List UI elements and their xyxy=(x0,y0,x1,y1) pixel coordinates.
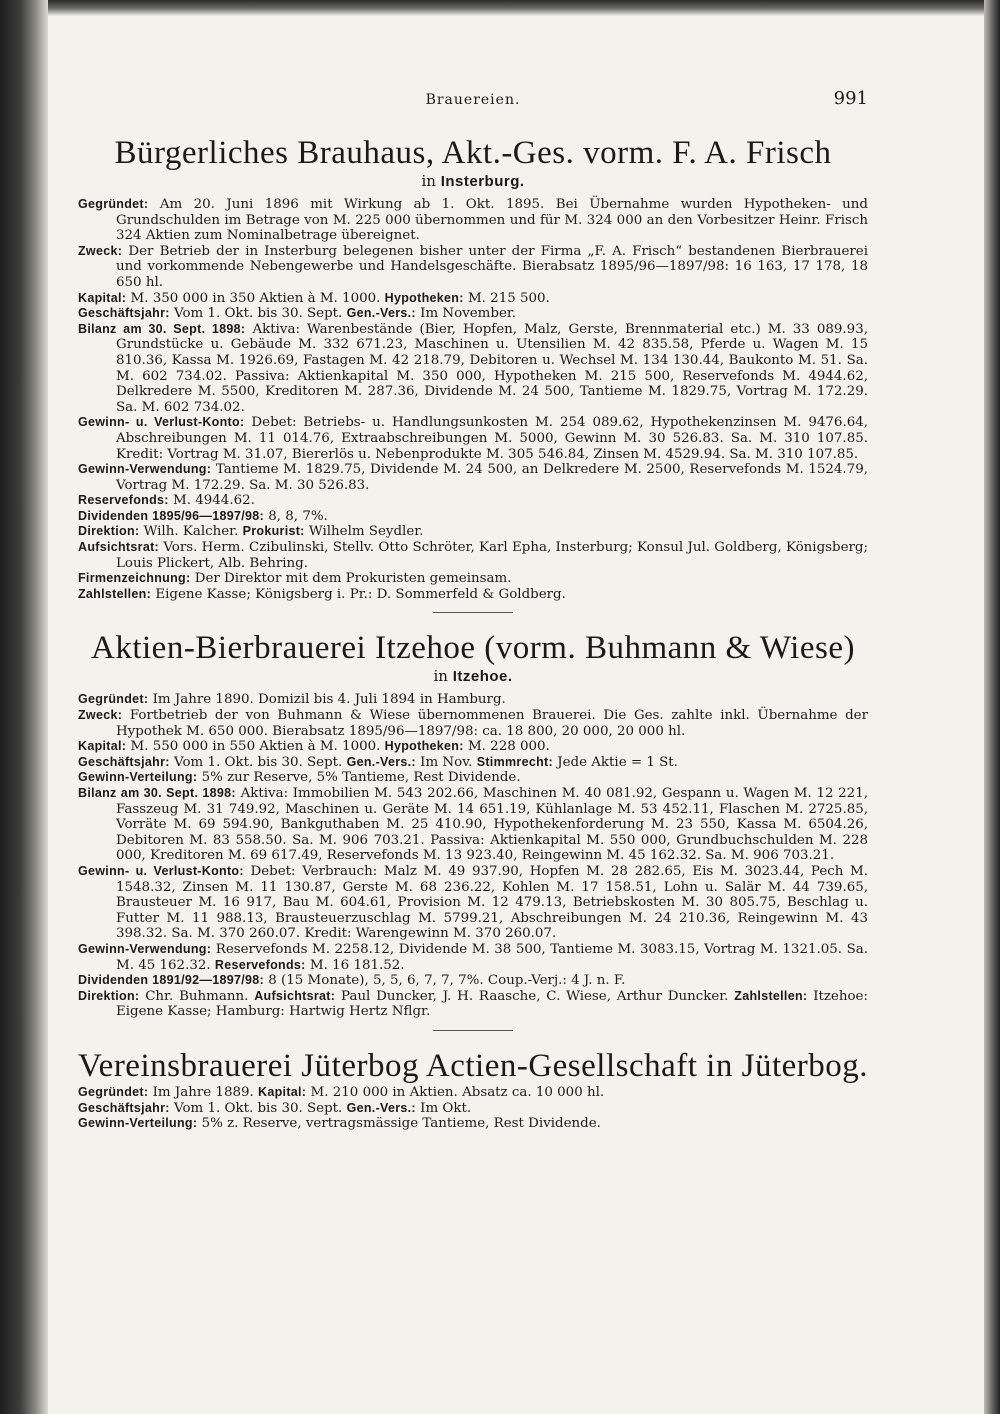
entry-label: Gegründet: xyxy=(78,692,149,707)
company-title: Vereinsbrauerei Jüterbog Actien-Gesellschaft in Jüterbog. xyxy=(78,1047,868,1084)
page-content xyxy=(78,86,868,1132)
entry-text: Der Betrieb der in Insterburg belegenen bisher unter der Firma „F. A. Frisch“ bestandenen Bierbrauerei und vorkommende Nebengewerbe und Handelsgeschäfte. Bierabsatz 1895/96—1897/98: 16 163, 17 178, 18 650 hl. xyxy=(116,243,868,290)
entry-text: Vom 1. Okt. bis 30. Sept. xyxy=(174,754,343,770)
entry-text: 5% zur Reserve, 5% Tantieme, Rest Dividende. xyxy=(201,770,521,786)
entry-inline-label: Zahlstellen: xyxy=(734,988,808,1003)
entry xyxy=(78,462,868,493)
company-section xyxy=(78,134,868,602)
entry-inline-label: Gen.-Vers.: xyxy=(346,306,416,321)
book-gutter xyxy=(0,0,48,1414)
entry xyxy=(78,770,868,786)
entry xyxy=(78,197,868,244)
entry-text: 5% z. Reserve, vertragsmässige Tantieme, Rest Dividende. xyxy=(201,1116,601,1132)
page-top-edge xyxy=(0,0,1000,16)
entry-text: M. 350 000 in 350 Aktien à M. 1000. xyxy=(130,290,381,306)
entry xyxy=(78,692,868,708)
entry-label: Bilanz am 30. Sept. 1898: xyxy=(78,786,236,800)
entry-label: Gegründet: xyxy=(78,197,149,211)
entry-label: Dividenden 1895/96—1897/98: xyxy=(78,508,264,523)
location-name: Insterburg. xyxy=(440,173,525,190)
entry-inline-text: Im Okt. xyxy=(420,1100,472,1116)
company-title: Bürgerliches Brauhaus, Akt.-Ges. vorm. F. A. Frisch xyxy=(114,135,832,171)
entry-inline-label: Hypotheken: xyxy=(384,290,464,305)
entry-label: Kapital: xyxy=(78,290,127,305)
entry-text: 8, 8, 7%. xyxy=(268,508,328,524)
entry-label: Gewinn- u. Verlust-Konto: xyxy=(78,415,245,430)
entry-text: Reservefonds M. 2258.12, Dividende M. 38 500, Tantieme M. 3083.15, Vortrag M. 1321.05. Sa. M. 45 162.32. xyxy=(116,941,868,973)
entry-inline-label: Gen.-Vers.: xyxy=(346,754,416,769)
company-section xyxy=(78,1047,868,1132)
entry-label: Gewinn-Verteilung: xyxy=(78,1116,198,1131)
page-right-edge xyxy=(984,0,1000,1414)
entry-inline-text: M. 210 000 in Aktien. Absatz ca. 10 000 hl. xyxy=(310,1084,605,1100)
entry-text: Debet: Betriebs- u. Handlungsunkosten M. 254 089.62, Hypothekenzinsen M. 9476.64, Abschreibungen M. 11 014.76, Extraabschreibungen M. 5000, Gewinn M. 30 526.83. Sa. M. 310 107.85. Kredit: Vortrag M. 31.07, Biererlös u. Nebenprodukte M. 305 546.84, Zinsen M. 4529.94. Sa. M. 310 107.85. xyxy=(116,415,869,462)
entry-text: Aktiva: Warenbestände (Bier, Hopfen, Malz, Gerste, Brennmaterial etc.) M. 33 089.93, Grundstücke u. Gebäude M. 332 671.23, Maschinen u. Utensilien M. 42 835.58, Pferde u. Wagen M. 15 810.36, Kassa M. 1926.69, Fastagen M. 42 218.79, Debitoren u. Wechsel M. 134 130.44, Baukonto M. 51. Sa. M. 602 734.02. Passiva: Aktienkapital M. 350 000, Hypotheken M. 215 500, Reservefonds M. 4944.62, Delkredere M. 5500, Kreditoren M. 287.36, Dividende M. 24 500, Tantieme M. 1829.75, Vortrag M. 172.29. Sa. M. 602 734.02. xyxy=(116,321,868,415)
entry-inline-text: M. 228 000. xyxy=(467,739,550,755)
entry-inline-label: Prokurist: xyxy=(242,524,305,539)
entry-label: Zweck: xyxy=(78,243,123,258)
entry-label: Gewinn- u. Verlust-Konto: xyxy=(78,863,244,878)
entry-label: Geschäftsjahr: xyxy=(78,306,170,321)
entry-inline-text: Itzehoe: Eigene Kasse; Hamburg: Hartwig Hertz Nflgr. xyxy=(116,988,868,1020)
entry xyxy=(78,708,868,739)
entry-label: Kapital: xyxy=(78,739,127,754)
entry-label: Direktion: xyxy=(78,988,140,1003)
entry-label: Gewinn-Verwendung: xyxy=(78,462,212,477)
entry xyxy=(78,306,868,322)
entry-text: M. 4944.62. xyxy=(173,493,255,509)
entry-inline-label: Gen.-Vers.: xyxy=(346,1100,416,1115)
page-number: 991 xyxy=(833,88,868,109)
entry-text: Am 20. Juni 1896 mit Wirkung ab 1. Okt. 1895. Bei Übernahme wurden Hypotheken- und Grundschulden im Betrage von M. 225 000 übernommen und für M. 324 000 an den Vorbesitzer Heinr. Frisch 324 Aktien zum Nominalbetrage übereignet. xyxy=(116,197,869,244)
entry-inline-text: Paul Duncker, J. H. Raasche, C. Wiese, Arthur Duncker. xyxy=(341,988,729,1004)
entry-text: Vom 1. Okt. bis 30. Sept. xyxy=(174,1100,343,1116)
entry-inline-label: Kapital: xyxy=(258,1084,307,1099)
running-head-title: Brauereien. xyxy=(425,92,521,108)
entry-inline-label: Stimmrecht: xyxy=(476,754,553,769)
entry-text: Der Direktor mit dem Prokuristen gemeinsam. xyxy=(194,571,512,587)
company-location xyxy=(78,667,868,686)
entry xyxy=(78,989,868,1020)
entry xyxy=(78,864,868,942)
entry xyxy=(78,509,868,525)
sections-container xyxy=(78,134,868,1132)
entry xyxy=(78,755,868,771)
entry-text: Eigene Kasse; Königsberg i. Pr.: D. Sommerfeld & Goldberg. xyxy=(155,586,566,602)
entry-label: Geschäftsjahr: xyxy=(78,754,170,769)
entry xyxy=(78,1085,868,1101)
entry-label: Direktion: xyxy=(78,524,140,539)
entry xyxy=(78,571,868,587)
company-section xyxy=(78,629,868,1019)
entry-text: Debet: Verbrauch: Malz M. 49 937.90, Hopfen M. 28 282.65, Eis M. 3023.44, Pech M. 1548.32, Zinsen M. 11 130.87, Gerste M. 68 236.22, Kohlen M. 17 158.51, Lohn u. Salär M. 44 739.65, Brausteuer M. 16 917, Bau M. 604.61, Provision M. 12 479.13, Betriebskosten M. 30 805.75, Beschlag u. Futter M. 11 988.13, Brausteuerzuschlag M. 5799.21, Abschreibungen M. 24 210.36, Reingewinn M. 43 398.32. Sa. M. 370 260.07. Kredit: Warengewinn M. 370 260.07. xyxy=(116,863,869,942)
company-location xyxy=(78,172,868,191)
entry-inline-text: Im Nov. xyxy=(420,754,473,770)
entry xyxy=(78,587,868,603)
entry-inline-text: M. 215 500. xyxy=(467,290,550,306)
entry-label: Zweck: xyxy=(78,708,123,723)
entry xyxy=(78,493,868,509)
entry-label: Gewinn-Verteilung: xyxy=(78,770,198,785)
entry-label: Geschäftsjahr: xyxy=(78,1100,170,1115)
entry-text: Fortbetrieb der von Buhmann & Wiese übernommenen Brauerei. Die Ges. zahlte inkl. Übernahme der Hypothek M. 650 000. Bierabsatz 1895/96—1897/98: ca. 18 800, 20 000, 20 000 hl. xyxy=(116,708,868,739)
entry xyxy=(78,786,868,864)
entry-text: Vom 1. Okt. bis 30. Sept. xyxy=(174,306,343,322)
entry xyxy=(78,524,868,540)
entry xyxy=(78,739,868,755)
location-prefix: in xyxy=(433,667,448,686)
entry-inline-label: Aufsichtsrat: xyxy=(254,988,336,1003)
entry xyxy=(78,322,868,416)
entry-text: Wilh. Kalcher. xyxy=(143,524,239,540)
entry xyxy=(78,1101,868,1117)
entry-inline-text: M. 16 181.52. xyxy=(309,957,405,973)
location-prefix: in xyxy=(421,172,436,190)
running-head xyxy=(78,86,868,120)
entry-text: Im Jahre 1889. xyxy=(152,1084,254,1100)
entry-text: Tantieme M. 1829.75, Dividende M. 24 500, an Delkredere M. 2500, Reservefonds M. 1524.79, Vortrag M. 172.29. Sa. M. 30 526.83. xyxy=(116,462,868,493)
entry-text: Chr. Buhmann. xyxy=(145,988,249,1004)
entry-text: Vors. Herm. Czibulinski, Stellv. Otto Schröter, Karl Epha, Insterburg; Konsul Jul. Goldberg, Königsberg; Louis Plickert, Alb. Behring. xyxy=(116,540,868,571)
entry-text: Aktiva: Immobilien M. 543 202.66, Maschinen M. 40 081.92, Gespann u. Wagen M. 12 221, Fasszeug M. 31 749.92, Maschinen u. Geräte M. 14 651.19, Kühlanlage M. 53 452.11, Flaschen M. 2725.85, Vorräte M. 69 594.90, Bankguthaben M. 25 410.90, Hypothekenforderung M. 23 550, Kassa M. 6504.26, Debitoren M. 83 558.50. Sa. M. 906 703.21. Passiva: Aktienkapital M. 550 000, Grundbuchschulden M. 228 000, Kreditoren M. 69 617.49, Reservefonds M. 13 923.40, Reingewinn M. 45 162.32. Sa. M. 906 703.21. xyxy=(116,786,868,864)
entry xyxy=(78,973,868,989)
entry-inline-text: Wilhelm Seydler. xyxy=(308,524,424,540)
section-divider xyxy=(433,612,513,613)
entry-label: Gegründet: xyxy=(78,1084,149,1099)
entry-inline-text: Jede Aktie = 1 St. xyxy=(557,754,678,770)
entry xyxy=(78,942,868,973)
entry-label: Aufsichtsrat: xyxy=(78,540,159,555)
entry-inline-label: Hypotheken: xyxy=(384,739,464,754)
entry-label: Firmenzeichnung: xyxy=(78,571,191,586)
entry-label: Zahlstellen: xyxy=(78,586,152,601)
entry-inline-text: Im November. xyxy=(420,306,517,322)
entry xyxy=(78,1116,868,1132)
entry xyxy=(78,540,868,571)
section-divider xyxy=(433,1030,513,1031)
location-name: Itzehoe. xyxy=(452,668,513,686)
entry-text: M. 550 000 in 550 Aktien à M. 1000. xyxy=(130,739,381,755)
entry-label: Bilanz am 30. Sept. 1898: xyxy=(78,321,246,336)
entry xyxy=(78,244,868,291)
entry-label: Dividenden 1891/92—1897/98: xyxy=(78,973,264,988)
company-title: Aktien-Bierbrauerei Itzehoe (vorm. Buhmann & Wiese) xyxy=(91,630,855,667)
entry xyxy=(78,415,868,462)
entry xyxy=(78,291,868,307)
entry-label: Gewinn-Verwendung: xyxy=(78,941,212,956)
entry-label: Reservefonds: xyxy=(78,493,169,508)
entry-text: Im Jahre 1890. Domizil bis 4. Juli 1894 in Hamburg. xyxy=(152,692,506,708)
entry-inline-label: Reservefonds: xyxy=(214,957,306,972)
entry-text: 8 (15 Monate), 5, 5, 6, 7, 7, 7%. Coup.-Verj.: 4 J. n. F. xyxy=(268,973,626,989)
